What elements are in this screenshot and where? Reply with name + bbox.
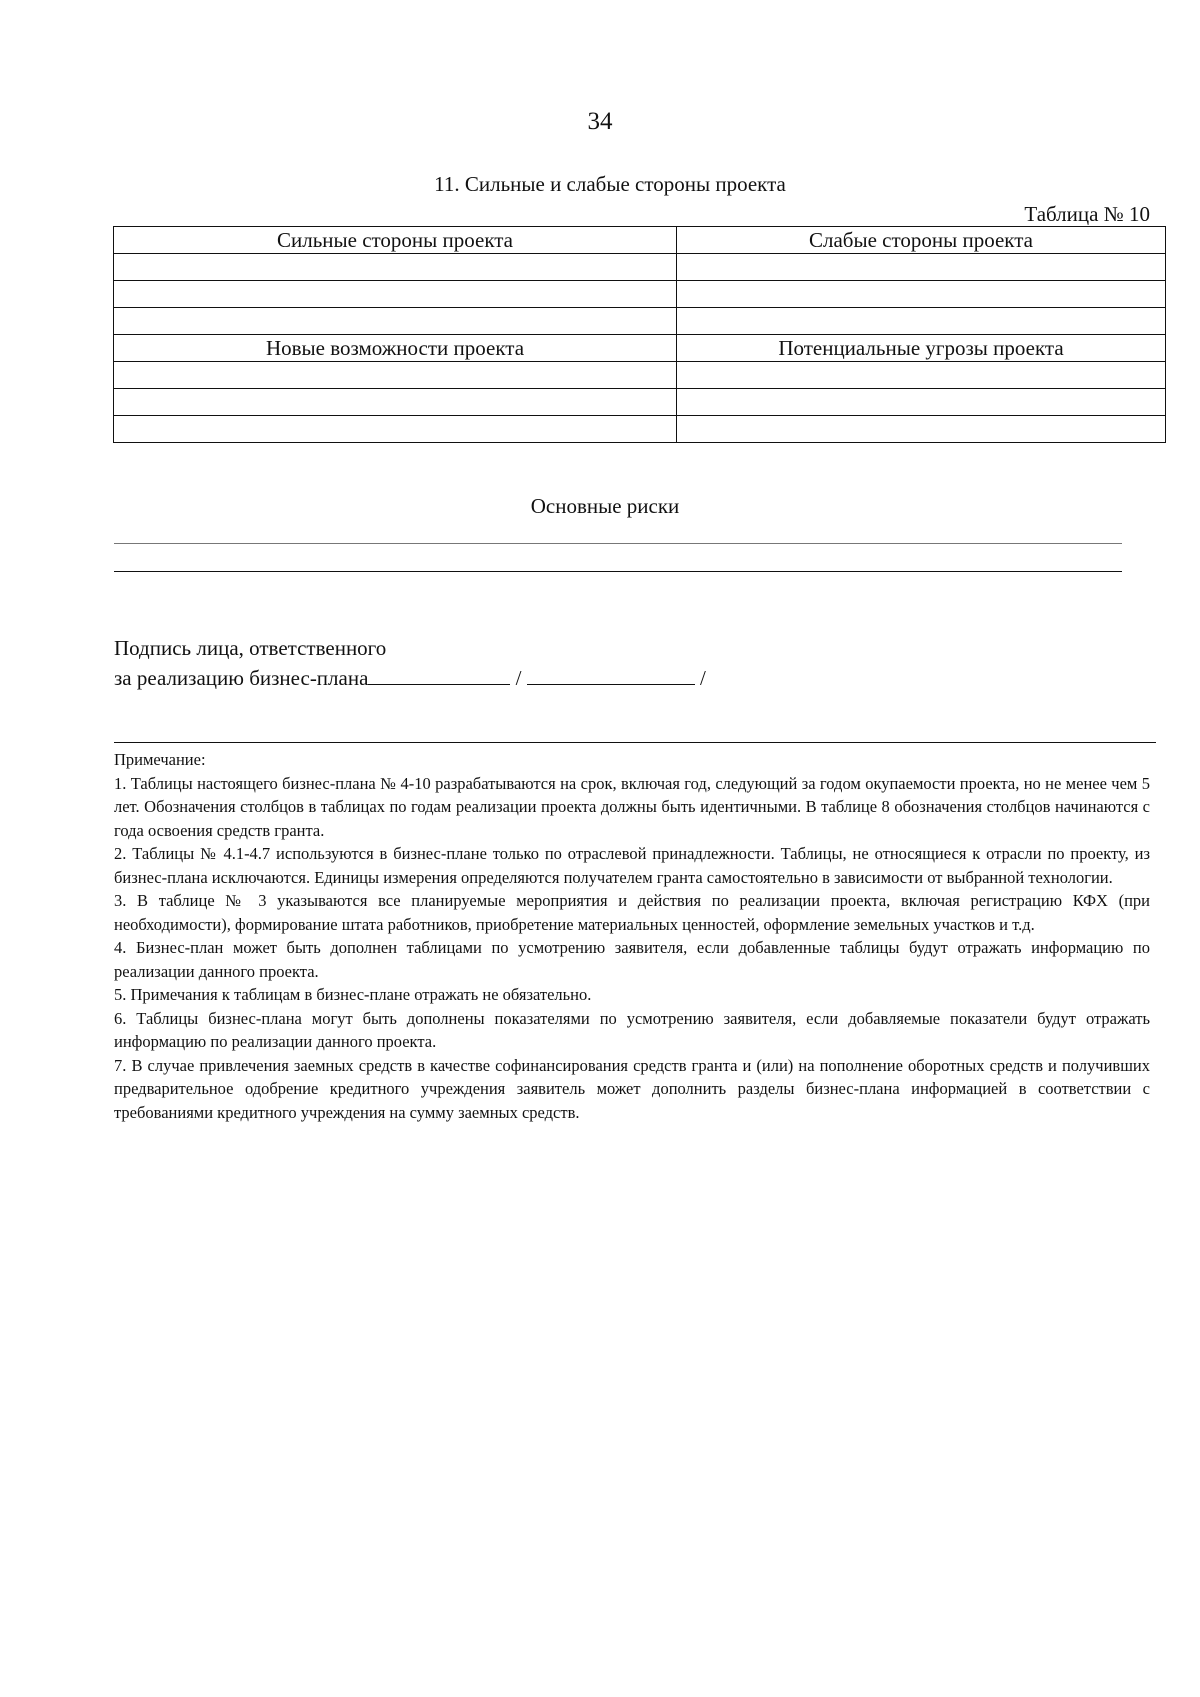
table-row — [114, 416, 1166, 443]
threat-cell[interactable] — [677, 416, 1166, 443]
swot-table — [113, 226, 1166, 443]
note-item: 5. Примечания к таблицам в бизнес-плане отражать не обязательно. — [114, 985, 592, 1004]
signature-line — [114, 662, 706, 692]
threats-header: Потенциальные угрозы проекта — [677, 335, 1166, 362]
signature-label-line2: за реализацию бизнес-плана — [114, 666, 369, 690]
table-row — [114, 362, 1166, 389]
notes — [114, 748, 1150, 1124]
opportunity-cell[interactable] — [114, 416, 677, 443]
opportunity-cell[interactable] — [114, 362, 677, 389]
signature-field[interactable] — [368, 662, 510, 685]
opportunity-cell[interactable] — [114, 389, 677, 416]
table-row — [114, 308, 1166, 335]
notes-heading: Примечание: — [114, 750, 206, 769]
strength-cell[interactable] — [114, 281, 677, 308]
opportunities-header: Новые возможности проекта — [114, 335, 677, 362]
signature-separator: / — [700, 666, 706, 690]
table-row — [114, 335, 1166, 362]
threat-cell[interactable] — [677, 389, 1166, 416]
risks-line[interactable] — [114, 571, 1122, 572]
note-item: 2. Таблицы № 4.1-4.7 используются в бизнес-плане только по отраслевой принадлежности. Таблицы, не относящиеся к отрасли по проекту, из бизнес-плана исключаются. Единицы измерения определяются получателем гранта самостоятельно в зависимости от выбранной технологии. — [114, 844, 1150, 887]
signature-name-field[interactable] — [527, 662, 695, 685]
strengths-header: Сильные стороны проекта — [114, 227, 677, 254]
signature-separator: / — [515, 666, 522, 690]
table-caption: Таблица № 10 — [1024, 202, 1150, 226]
note-item: 7. В случае привлечения заемных средств в качестве софинансирования средств гранта и (или) на пополнение оборотных средств и получивших предварительное одобрение кредитного учреждения заявитель может дополнить разделы бизнес-плана информацией в соответствии с требованиями кредитного учреждения на сумму заемных средств. — [114, 1055, 1150, 1122]
weakness-cell[interactable] — [677, 308, 1166, 335]
table-row — [114, 227, 1166, 254]
note-item: 4. Бизнес-план может быть дополнен таблицами по усмотрению заявителя, если добавленные таблицы будут отражать информацию по реализации данного проекта. — [114, 938, 1150, 981]
note-item: 6. Таблицы бизнес-плана могут быть дополнены показателями по усмотрению заявителя, если добавляемые показатели будут отражать информацию по реализации данного проекта. — [114, 1008, 1150, 1051]
note-item: 1. Таблицы настоящего бизнес-плана № 4-10 разрабатываются на срок, включая год, следующий за годом окупаемости проекта, но не менее чем 5 лет. Обозначения столбцов в таблицах по годам реализации проекта должны быть идентичными. В таблице 8 обозначения столбцов начинаются с года освоения средств гранта. — [114, 773, 1150, 840]
page-number: 34 — [587, 108, 613, 135]
table-row — [114, 254, 1166, 281]
weaknesses-header: Слабые стороны проекта — [677, 227, 1166, 254]
risks-title: Основные риски — [530, 494, 680, 518]
threat-cell[interactable] — [677, 362, 1166, 389]
signature-block — [114, 634, 706, 692]
strength-cell[interactable] — [114, 308, 677, 335]
notes-divider — [114, 742, 1156, 743]
weakness-cell[interactable] — [677, 254, 1166, 281]
strength-cell[interactable] — [114, 254, 677, 281]
signature-label-line1: Подпись лица, ответственного — [114, 636, 387, 660]
note-item: 3. В таблице № 3 указываются все планируемые мероприятия и действия по реализации проекта, включая регистрацию КФХ (при необходимости), формирование штата работников, приобретение материальных ценностей, оформление земельных участков и т.д. — [114, 891, 1150, 934]
table-row — [114, 389, 1166, 416]
table-row — [114, 281, 1166, 308]
section-title: 11. Сильные и слабые стороны проекта — [434, 172, 786, 196]
risks-line[interactable] — [114, 543, 1122, 544]
weakness-cell[interactable] — [677, 281, 1166, 308]
